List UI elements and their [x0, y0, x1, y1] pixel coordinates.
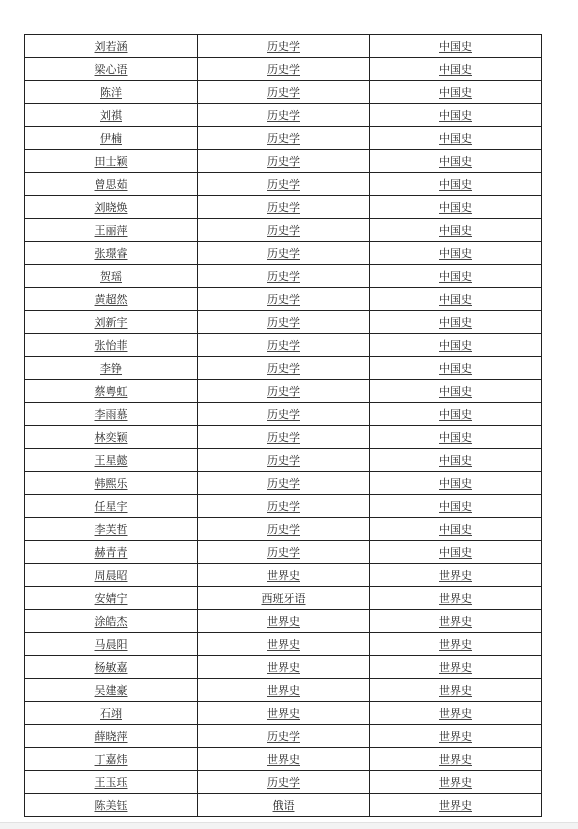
field-cell-text: 世界史: [439, 637, 472, 651]
major-cell-text: 历史学: [267, 62, 300, 76]
field-cell: [370, 633, 542, 656]
student-name-cell: [25, 656, 198, 679]
major-cell-text: 历史学: [267, 223, 300, 237]
field-cell: [370, 564, 542, 587]
field-cell: [370, 449, 542, 472]
major-cell-text: 世界史: [267, 614, 300, 628]
table-row: [25, 35, 542, 58]
field-cell-text: 世界史: [439, 752, 472, 766]
major-cell-text: 世界史: [267, 660, 300, 674]
student-name-cell: [25, 173, 198, 196]
major-cell: [198, 357, 370, 380]
table-row: [25, 587, 542, 610]
table-row: [25, 541, 542, 564]
field-cell: [370, 288, 542, 311]
student-name-cell-text: 石翊: [100, 706, 122, 720]
table-row: [25, 564, 542, 587]
table-row: [25, 656, 542, 679]
table-row: [25, 81, 542, 104]
field-cell: [370, 794, 542, 817]
field-cell-text: 中国史: [439, 476, 472, 490]
field-cell: [370, 426, 542, 449]
student-name-cell-text: 林奕颖: [94, 430, 128, 444]
student-name-cell: [25, 403, 198, 426]
major-cell: [198, 150, 370, 173]
major-cell: [198, 610, 370, 633]
field-cell-text: 中国史: [439, 108, 472, 122]
major-cell-text: 世界史: [267, 568, 300, 582]
field-cell-text: 中国史: [439, 246, 472, 260]
field-cell-text: 中国史: [439, 269, 472, 283]
student-name-cell-text: 王玉珏: [94, 775, 128, 789]
major-cell-text: 历史学: [267, 292, 300, 306]
field-cell: [370, 518, 542, 541]
student-name-cell: [25, 610, 198, 633]
student-name-cell: [25, 127, 198, 150]
student-name-cell-text: 刘晓焕: [94, 200, 128, 214]
student-name-cell-text: 张璟睿: [94, 246, 128, 260]
major-cell: [198, 81, 370, 104]
student-name-cell-text: 王星懿: [94, 453, 128, 467]
table-row: [25, 242, 542, 265]
field-cell: [370, 702, 542, 725]
table-row: [25, 380, 542, 403]
major-cell-text: 历史学: [267, 39, 300, 53]
table-row: [25, 219, 542, 242]
field-cell-text: 世界史: [439, 660, 472, 674]
table-row: [25, 518, 542, 541]
major-cell: [198, 794, 370, 817]
student-name-cell-text: 黄超然: [94, 292, 128, 306]
student-name-cell: [25, 702, 198, 725]
student-name-cell: [25, 265, 198, 288]
major-cell-text: 历史学: [267, 407, 300, 421]
field-cell: [370, 334, 542, 357]
major-cell: [198, 173, 370, 196]
major-cell: [198, 58, 370, 81]
student-name-cell-text: 韩熙乐: [94, 476, 128, 490]
major-cell: [198, 564, 370, 587]
student-name-cell-text: 梁心语: [94, 62, 128, 76]
field-cell-text: 中国史: [439, 338, 472, 352]
table-row: [25, 725, 542, 748]
major-cell-text: 世界史: [267, 683, 300, 697]
student-name-cell: [25, 35, 198, 58]
field-cell-text: 世界史: [439, 798, 472, 812]
major-cell-text: 历史学: [267, 85, 300, 99]
student-name-cell: [25, 449, 198, 472]
field-cell-text: 世界史: [439, 614, 472, 628]
major-cell-text: 俄语: [272, 798, 295, 812]
major-cell-text: 历史学: [267, 499, 300, 513]
field-cell: [370, 748, 542, 771]
student-name-cell-text: 任星宇: [94, 499, 128, 513]
student-name-cell: [25, 58, 198, 81]
field-cell-text: 中国史: [439, 384, 472, 398]
major-cell-text: 历史学: [267, 269, 300, 283]
field-cell: [370, 196, 542, 219]
table-row: [25, 127, 542, 150]
major-cell: [198, 426, 370, 449]
table-row: [25, 679, 542, 702]
major-cell: [198, 288, 370, 311]
major-cell-text: 历史学: [267, 246, 300, 260]
field-cell: [370, 495, 542, 518]
field-cell-text: 中国史: [439, 131, 472, 145]
major-cell: [198, 449, 370, 472]
student-name-cell: [25, 196, 198, 219]
table-row: [25, 495, 542, 518]
student-name-cell: [25, 633, 198, 656]
student-name-cell-text: 涂皓杰: [94, 614, 128, 628]
student-name-cell-text: 李铮: [100, 361, 122, 375]
major-cell: [198, 541, 370, 564]
major-cell: [198, 403, 370, 426]
table-row: [25, 104, 542, 127]
field-cell-text: 世界史: [439, 706, 472, 720]
major-cell: [198, 748, 370, 771]
major-cell: [198, 334, 370, 357]
field-cell: [370, 265, 542, 288]
student-name-cell-text: 张怡菲: [94, 338, 128, 352]
field-cell-text: 中国史: [439, 499, 472, 513]
field-cell: [370, 771, 542, 794]
student-name-cell: [25, 564, 198, 587]
field-cell: [370, 472, 542, 495]
field-cell: [370, 725, 542, 748]
student-name-cell: [25, 587, 198, 610]
table-row: [25, 748, 542, 771]
major-cell-text: 历史学: [267, 177, 300, 191]
major-cell-text: 历史学: [267, 315, 300, 329]
field-cell-text: 世界史: [439, 775, 472, 789]
field-cell: [370, 679, 542, 702]
page-bottom-edge: [0, 822, 578, 829]
student-name-cell: [25, 472, 198, 495]
student-name-cell: [25, 219, 198, 242]
field-cell-text: 世界史: [439, 683, 472, 697]
major-cell-text: 历史学: [267, 775, 300, 789]
major-cell: [198, 725, 370, 748]
table-row: [25, 403, 542, 426]
student-name-cell-text: 刘祺: [100, 108, 122, 122]
table-row: [25, 794, 542, 817]
field-cell-text: 世界史: [439, 591, 472, 605]
student-name-cell-text: 李芙哲: [94, 522, 128, 536]
field-cell: [370, 656, 542, 679]
table-row: [25, 771, 542, 794]
major-cell-text: 历史学: [267, 108, 300, 122]
field-cell-text: 中国史: [439, 522, 472, 536]
major-cell: [198, 196, 370, 219]
field-cell: [370, 150, 542, 173]
field-cell: [370, 587, 542, 610]
field-cell-text: 世界史: [439, 729, 472, 743]
field-cell: [370, 311, 542, 334]
table-row: [25, 472, 542, 495]
student-name-cell: [25, 794, 198, 817]
field-cell-text: 中国史: [439, 407, 472, 421]
major-cell: [198, 472, 370, 495]
major-cell: [198, 633, 370, 656]
major-cell-text: 历史学: [267, 522, 300, 536]
student-name-cell-text: 杨敏嘉: [94, 660, 128, 674]
field-cell-text: 中国史: [439, 200, 472, 214]
field-cell: [370, 242, 542, 265]
field-cell-text: 世界史: [439, 568, 472, 582]
student-name-cell: [25, 150, 198, 173]
student-name-cell-text: 贺瑶: [100, 269, 122, 283]
major-cell: [198, 518, 370, 541]
field-cell-text: 中国史: [439, 292, 472, 306]
table-row: [25, 702, 542, 725]
table-row: [25, 357, 542, 380]
student-name-cell: [25, 104, 198, 127]
field-cell-text: 中国史: [439, 545, 472, 559]
field-cell: [370, 380, 542, 403]
student-name-cell: [25, 725, 198, 748]
student-name-cell-text: 王丽萍: [94, 223, 128, 237]
student-name-cell-text: 吴建豪: [94, 683, 128, 697]
student-name-cell: [25, 81, 198, 104]
major-cell-text: 西班牙语: [261, 591, 306, 605]
field-cell-text: 中国史: [439, 223, 472, 237]
student-name-cell-text: 马晨阳: [94, 637, 128, 651]
major-cell: [198, 311, 370, 334]
major-cell: [198, 702, 370, 725]
field-cell: [370, 219, 542, 242]
major-cell: [198, 587, 370, 610]
table-row: [25, 334, 542, 357]
student-name-cell-text: 陈美钰: [94, 798, 128, 812]
major-cell-text: 世界史: [267, 637, 300, 651]
table-row: [25, 173, 542, 196]
field-cell: [370, 541, 542, 564]
table-row: [25, 265, 542, 288]
major-cell: [198, 219, 370, 242]
field-cell: [370, 173, 542, 196]
student-name-cell-text: 曾思茹: [94, 177, 128, 191]
student-name-cell: [25, 242, 198, 265]
field-cell: [370, 104, 542, 127]
field-cell: [370, 81, 542, 104]
student-name-cell-text: 刘新宇: [94, 315, 128, 329]
student-name-cell-text: 薛晓萍: [94, 729, 128, 743]
major-cell-text: 历史学: [267, 453, 300, 467]
major-cell: [198, 771, 370, 794]
field-cell-text: 中国史: [439, 177, 472, 191]
major-cell-text: 世界史: [267, 752, 300, 766]
student-name-cell-text: 丁嘉炜: [94, 752, 128, 766]
table-row: [25, 311, 542, 334]
field-cell-text: 中国史: [439, 453, 472, 467]
table-row: [25, 58, 542, 81]
student-name-cell-text: 李雨慕: [94, 407, 128, 421]
major-cell: [198, 380, 370, 403]
student-name-cell-text: 安婧宁: [94, 591, 128, 605]
student-name-cell: [25, 518, 198, 541]
field-cell-text: 中国史: [439, 62, 472, 76]
student-name-cell: [25, 334, 198, 357]
student-name-cell: [25, 380, 198, 403]
student-name-cell-text: 田士颖: [94, 154, 128, 168]
student-name-cell: [25, 311, 198, 334]
student-name-cell: [25, 357, 198, 380]
student-name-cell: [25, 679, 198, 702]
major-cell-text: 历史学: [267, 545, 300, 559]
major-cell: [198, 656, 370, 679]
table-row: [25, 150, 542, 173]
student-name-cell-text: 陈洋: [100, 85, 122, 99]
student-name-cell-text: 伊楠: [100, 131, 122, 145]
student-name-cell-text: 周晨昭: [94, 568, 128, 582]
major-cell-text: 历史学: [267, 384, 300, 398]
student-name-cell: [25, 748, 198, 771]
field-cell: [370, 610, 542, 633]
table-row: [25, 426, 542, 449]
major-cell-text: 历史学: [267, 729, 300, 743]
major-cell: [198, 242, 370, 265]
student-table: [24, 34, 542, 817]
student-name-cell-text: 蔡粤虹: [94, 384, 128, 398]
field-cell: [370, 127, 542, 150]
major-cell-text: 历史学: [267, 154, 300, 168]
student-name-cell-text: 赫青青: [94, 545, 128, 559]
major-cell-text: 历史学: [267, 361, 300, 375]
student-name-cell: [25, 426, 198, 449]
student-name-cell-text: 刘若涵: [94, 39, 128, 53]
student-name-cell: [25, 771, 198, 794]
student-name-cell: [25, 541, 198, 564]
student-name-cell: [25, 495, 198, 518]
table-row: [25, 288, 542, 311]
field-cell-text: 中国史: [439, 85, 472, 99]
major-cell-text: 历史学: [267, 200, 300, 214]
table-row: [25, 196, 542, 219]
major-cell: [198, 679, 370, 702]
field-cell-text: 中国史: [439, 315, 472, 329]
field-cell: [370, 403, 542, 426]
major-cell: [198, 265, 370, 288]
field-cell: [370, 58, 542, 81]
major-cell: [198, 35, 370, 58]
table-row: [25, 610, 542, 633]
field-cell-text: 中国史: [439, 361, 472, 375]
table-row: [25, 633, 542, 656]
field-cell: [370, 357, 542, 380]
student-table-body: [25, 35, 542, 817]
field-cell-text: 中国史: [439, 154, 472, 168]
field-cell: [370, 35, 542, 58]
table-row: [25, 449, 542, 472]
major-cell: [198, 127, 370, 150]
field-cell-text: 中国史: [439, 39, 472, 53]
major-cell-text: 历史学: [267, 430, 300, 444]
major-cell-text: 世界史: [267, 706, 300, 720]
major-cell-text: 历史学: [267, 476, 300, 490]
major-cell: [198, 495, 370, 518]
student-name-cell: [25, 288, 198, 311]
major-cell-text: 历史学: [267, 338, 300, 352]
field-cell-text: 中国史: [439, 430, 472, 444]
major-cell-text: 历史学: [267, 131, 300, 145]
major-cell: [198, 104, 370, 127]
